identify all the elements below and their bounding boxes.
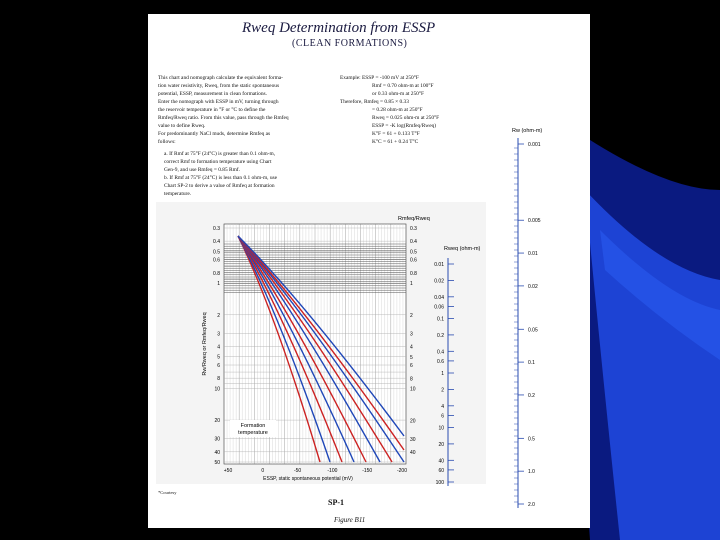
right-tick-label: 5 bbox=[410, 354, 413, 361]
left-tick-label: 0.4 bbox=[213, 239, 220, 246]
rw-tick-label: 0.2 bbox=[528, 392, 535, 399]
page-title: Rweq Determination from ESSP bbox=[242, 20, 436, 36]
rweq-tick-label: 40 bbox=[438, 458, 444, 465]
rw-tick-label: 0.1 bbox=[528, 360, 535, 367]
right-tick-label: 0.8 bbox=[410, 270, 417, 277]
left-tick-label: 40 bbox=[214, 449, 220, 456]
rweq-tick-label: 0.2 bbox=[437, 332, 444, 339]
x-tick-label: +50 bbox=[223, 468, 233, 474]
intro-line: value to define Rweq. bbox=[158, 123, 206, 129]
rweq-tick-label: 100 bbox=[435, 480, 444, 486]
annotation-line: temperature bbox=[238, 430, 268, 436]
right-tick-label: 8 bbox=[410, 376, 413, 383]
x-tick-label: -150 bbox=[362, 468, 373, 474]
left-tick-label: 50 bbox=[214, 460, 220, 466]
rw-tick-label: 0.005 bbox=[528, 218, 541, 225]
intro-line: For predominantly NaCl muds, determine Rmfeq as bbox=[158, 131, 271, 137]
rweq-tick-label: 0.1 bbox=[437, 316, 444, 323]
intro-line: Rmfeq/Rweq ratio. From this value, pass through the Rmfeq bbox=[158, 115, 289, 121]
rweq-tick-label: 1 bbox=[441, 371, 444, 377]
example-line: Therefore, Rmfeq = 0.85 × 0.33 bbox=[340, 99, 409, 105]
rweq-tick-label: 0.04 bbox=[434, 294, 444, 301]
instruction-line: a. If Rmf at 75°F (24°C) is greater than 0.1 ohm-m, bbox=[164, 151, 276, 157]
example-line: = 0.28 ohm-m at 250°F bbox=[372, 107, 423, 113]
right-tick-label: 3 bbox=[410, 331, 413, 338]
right-tick-label: 6 bbox=[410, 363, 413, 370]
left-tick-label: 4 bbox=[217, 344, 220, 351]
x-tick-label: -100 bbox=[327, 468, 338, 474]
example-line: K°F = 61 + 0.133 T°F bbox=[372, 131, 420, 137]
left-tick-label: 5 bbox=[217, 354, 220, 361]
intro-line: This chart and nomograph calculate the equivalent forma- bbox=[158, 75, 283, 81]
nomograph bbox=[148, 14, 590, 528]
left-tick-label: 8 bbox=[217, 376, 220, 383]
rweq-tick-label: 2 bbox=[441, 387, 444, 394]
intro-line: follows: bbox=[158, 139, 176, 145]
left-tick-label: 2 bbox=[217, 312, 220, 319]
instruction-line: Gen-9, and use Rmfeq = 0.85 Rmf. bbox=[164, 167, 240, 173]
example-line: ESSP = -K log(Rmfeq/Rweq) bbox=[372, 123, 437, 129]
left-tick-label: 1 bbox=[217, 281, 220, 288]
right-tick-label: 0.6 bbox=[410, 257, 417, 264]
chart-id-label: SP-1 bbox=[328, 498, 344, 507]
left-tick-label: 20 bbox=[214, 418, 220, 425]
right-tick-label: 40 bbox=[410, 450, 416, 456]
right-tick-label: 0.4 bbox=[410, 239, 417, 246]
rweq-tick-label: 0.4 bbox=[437, 349, 444, 356]
rw-tick-label: 0.5 bbox=[528, 436, 535, 443]
instruction-line: correct Rmf to formation temperature using Chart bbox=[164, 159, 272, 165]
left-tick-label: 30 bbox=[214, 436, 220, 443]
example-line: K°C = 61 + 0.24 T°C bbox=[372, 139, 419, 145]
rw-tick-label: 2.0 bbox=[528, 502, 535, 508]
left-tick-label: 3 bbox=[217, 331, 220, 338]
example-line: Rweq = 0.025 ohm-m at 250°F bbox=[372, 115, 440, 121]
rw-tick-label: 0.01 bbox=[528, 251, 538, 258]
rweq-tick-label: 4 bbox=[441, 403, 444, 410]
x-tick-label: -50 bbox=[293, 468, 302, 474]
document-page bbox=[148, 14, 590, 528]
x-axis-label: ESSP, static spontaneous potential (mV) bbox=[263, 476, 353, 482]
rweq-tick-label: 0.01 bbox=[434, 262, 444, 268]
intro-line: the reservoir temperature in °F or °C to define the bbox=[158, 107, 266, 113]
left-tick-label: 0.6 bbox=[213, 257, 220, 264]
page-subtitle: (CLEAN FORMATIONS) bbox=[292, 38, 408, 49]
intro-line: tion water resistivity, Rweq, from the static spontaneous bbox=[158, 83, 280, 89]
x-tick-label: -200 bbox=[396, 468, 408, 474]
rweq-tick-label: 6 bbox=[441, 413, 444, 420]
right-tick-label: 4 bbox=[410, 344, 413, 351]
intro-line: Enter the nomograph with ESSP in mV, turning through bbox=[158, 99, 279, 105]
right-tick-label: 0.5 bbox=[410, 249, 417, 256]
rweq-tick-label: 0.06 bbox=[434, 304, 444, 311]
center-scale-header: Rmfeq/Rweq bbox=[398, 216, 430, 222]
right-tick-label: 0.3 bbox=[410, 226, 417, 232]
rweq-tick-label: 10 bbox=[438, 425, 444, 432]
left-tick-label: 0.5 bbox=[213, 249, 220, 256]
example-line: Example: ESSP = -100 mV at 250°F bbox=[340, 75, 419, 81]
right-tick-label: 20 bbox=[410, 418, 416, 425]
left-tick-label: 10 bbox=[214, 386, 220, 393]
intro-line: potential, ESSP, measurement in clean formations. bbox=[158, 91, 267, 97]
rw-scale-header: Rw (ohm-m) bbox=[512, 128, 543, 134]
y-axis-label: Rw/Rweq or Rmfeq/Rweq bbox=[202, 312, 208, 376]
instruction-line: temperature. bbox=[164, 191, 192, 197]
right-tick-label: 2 bbox=[410, 312, 413, 319]
right-tick-label: 1 bbox=[410, 281, 413, 288]
example-line: or 0.33 ohm-m at 250°F bbox=[372, 91, 425, 97]
left-tick-label: 6 bbox=[217, 363, 220, 370]
figure-caption: Figure B11 bbox=[334, 516, 366, 524]
example-line: Rmf = 0.70 ohm-m at 100°F bbox=[372, 83, 434, 89]
right-tick-label: 10 bbox=[410, 386, 416, 393]
x-tick-label: 0 bbox=[261, 468, 265, 474]
rw-tick-label: 1.0 bbox=[528, 469, 535, 476]
footnote: *Courtesy bbox=[158, 490, 177, 495]
instruction-line: Chart SP-2 to derive a value of Rmfeq at formation bbox=[164, 183, 275, 189]
left-tick-label: 0.3 bbox=[213, 226, 220, 232]
right-tick-label: 30 bbox=[410, 436, 416, 443]
rweq-tick-label: 20 bbox=[438, 441, 444, 448]
annotation-line: Formation bbox=[240, 423, 266, 429]
rw-tick-label: 0.02 bbox=[528, 283, 538, 290]
rw-tick-label: 0.05 bbox=[528, 327, 538, 334]
rweq-tick-label: 0.6 bbox=[437, 358, 444, 365]
rweq-tick-label: 60 bbox=[438, 467, 444, 474]
rw-tick-label: 0.001 bbox=[528, 142, 541, 148]
left-tick-label: 0.8 bbox=[213, 270, 220, 277]
instruction-line: b. If Rmf at 75°F (24°C) is less than 0.1 ohm-m, use bbox=[164, 175, 278, 181]
rweq-tick-label: 0.02 bbox=[434, 278, 444, 285]
rweq-scale-header: Rweq (ohm-m) bbox=[444, 246, 481, 252]
